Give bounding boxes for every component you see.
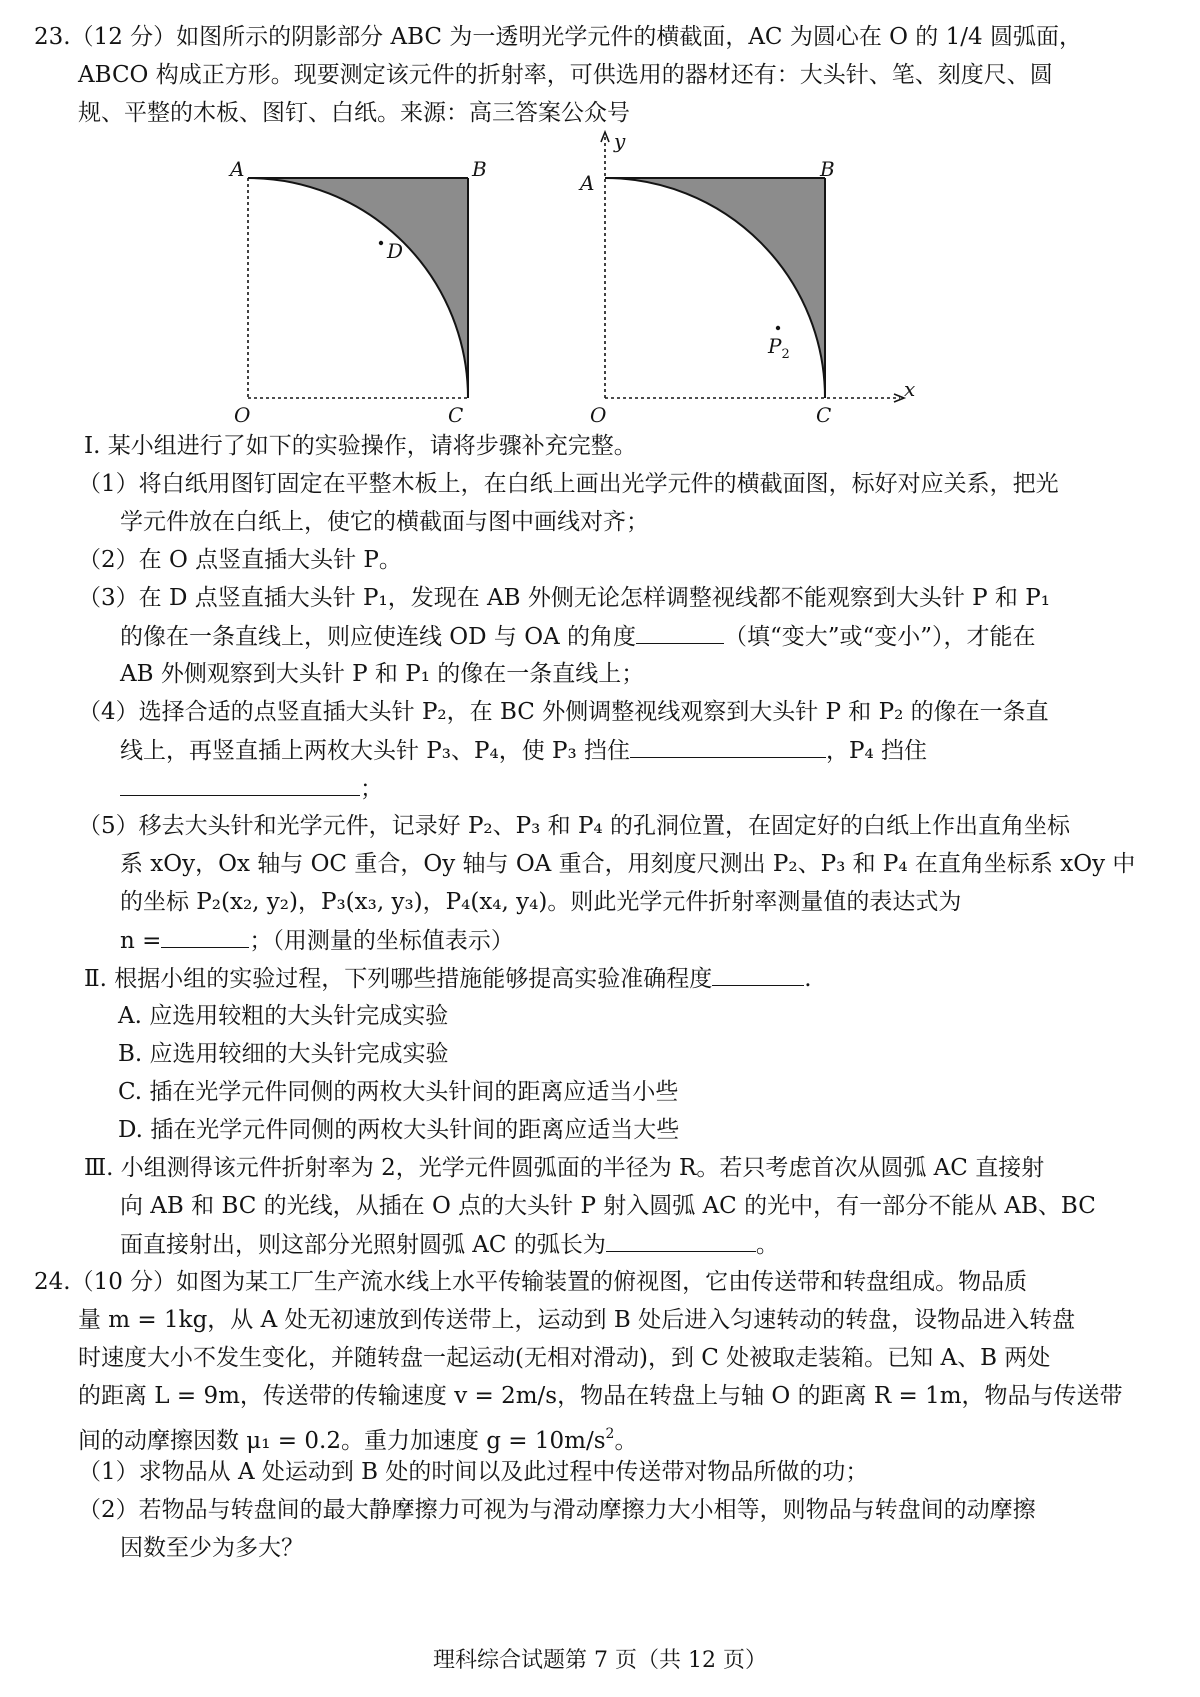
label-x: x	[904, 377, 916, 401]
option-d: D. 插在光学元件同侧的两枚大头针间的距离应适当大些	[118, 1117, 680, 1143]
label-a: A	[230, 157, 245, 181]
q23-line-2: ABCO 构成正方形。现要测定该元件的折射率，可供选用的器材还有：大头针、笔、刻度尺、圆	[78, 62, 1053, 88]
answer-blank-arc-length[interactable]	[606, 1229, 756, 1252]
part3-line-3: 面直接射出，则这部分光照射圆弧 AC 的弧长为 。	[120, 1229, 779, 1260]
option-b: B. 应选用较细的大头针完成实验	[118, 1041, 449, 1067]
step4-line-3: ；	[120, 773, 383, 804]
label-b: B	[820, 157, 835, 181]
q24-line-4: 的距离 L = 9m，传送带的传输速度 v = 2m/s，物品在转盘上与轴 O 的距离 R = 1m，物品与传送带	[78, 1383, 1123, 1409]
q24-subquestion-1: （1）求物品从 A 处运动到 B 处的时间以及此过程中传送带对物品所做的功；	[78, 1459, 869, 1485]
step4-line-2: 线上，再竖直插上两枚大头针 P₃、P₄，使 P₃ 挡住 ，P₄ 挡住	[120, 735, 927, 766]
step1-line-1: （1）将白纸用图钉固定在平整木板上，在白纸上画出光学元件的横截面图，标好对应关系，把光	[78, 471, 1059, 497]
page-footer: 理科综合试题第 7 页（共 12 页）	[433, 1648, 767, 1673]
answer-blank-angle[interactable]	[636, 621, 724, 644]
answer-blank-n[interactable]	[161, 925, 249, 948]
option-c: C. 插在光学元件同侧的两枚大头针间的距离应适当小些	[118, 1079, 679, 1105]
label-b: B	[472, 157, 487, 181]
step5-line-2: 系 xOy，Ox 轴与 OC 重合，Oy 轴与 OA 重合，用刻度尺测出 P₂、P₃ 和 P₄ 在直角坐标系 xOy 中	[120, 851, 1136, 877]
part2-heading: Ⅱ. 根据小组的实验过程，下列哪些措施能够提高实验准确程度 .	[84, 963, 812, 994]
step5-line-4: n = ；（用测量的坐标值表示）	[120, 925, 514, 956]
shaded-region-abc	[248, 178, 468, 398]
label-c: C	[448, 403, 464, 427]
point-d-dot	[379, 241, 383, 245]
label-d: D	[387, 239, 404, 263]
shaded-region-abc	[605, 178, 825, 398]
q24-subquestion-2-line-1: （2）若物品与转盘间的最大静摩擦力可视为与滑动摩擦力大小相等，则物品与转盘间的动摩擦	[78, 1497, 1036, 1523]
part3-line-1: Ⅲ. 小组测得该元件折射率为 2，光学元件圆弧面的半径为 R。若只考虑首次从圆弧 AC 直接射	[84, 1155, 1045, 1181]
label-p2: $P_2$	[768, 334, 790, 362]
step4-line-1: （4）选择合适的点竖直插大头针 P₂，在 BC 外侧调整视线观察到大头针 P 和 P₂ 的像在一条直	[78, 699, 1049, 725]
step3-line-1: （3）在 D 点竖直插大头针 P₁，发现在 AB 外侧无论怎样调整视线都不能观察到大头针 P 和 P₁	[78, 585, 1050, 611]
part1-heading: Ⅰ. 某小组进行了如下的实验操作，请将步骤补充完整。	[84, 433, 637, 459]
step5-line-1: （5）移去大头针和光学元件，记录好 P₂、P₃ 和 P₄ 的孔洞位置，在固定好的白纸上作出直角坐标	[78, 813, 1070, 839]
option-a: A. 应选用较粗的大头针完成实验	[118, 1003, 449, 1029]
answer-blank-p3[interactable]	[630, 735, 826, 758]
answer-blank-measures[interactable]	[712, 963, 804, 986]
step2-line: （2）在 O 点竖直插大头针 P。	[78, 547, 402, 573]
figure-2-coordinate-diagram	[570, 128, 930, 428]
label-o: O	[234, 403, 251, 427]
label-c: C	[816, 403, 832, 427]
figure-1-cross-section	[220, 150, 520, 435]
part3-line-2: 向 AB 和 BC 的光线，从插在 O 点的大头针 P 射入圆弧 AC 的光中，有一部分不能从 AB、BC	[120, 1193, 1096, 1219]
label-y: y	[614, 129, 626, 153]
q24-line-3: 时速度大小不发生变化，并随转盘一起运动(无相对滑动)，到 C 处被取走装箱。已知 A、B 两处	[78, 1345, 1051, 1371]
label-a: A	[580, 171, 595, 195]
step1-line-2: 学元件放在白纸上，使它的横截面与图中画线对齐；	[120, 509, 649, 535]
answer-blank-p4[interactable]	[120, 773, 360, 796]
q24-subquestion-2-line-2: 因数至少为多大？	[120, 1535, 304, 1561]
point-p2-dot	[776, 326, 780, 330]
q23-line-1: 23.（12 分）如图所示的阴影部分 ABC 为一透明光学元件的横截面，AC 为圆心在 O 的 1/4 圆弧面，	[34, 24, 1082, 50]
step3-line-2: 的像在一条直线上，则应使连线 OD 与 OA 的角度 （填“变大”或“变小”），才能在	[120, 621, 1036, 652]
q23-line-3: 规、平整的木板、图钉、白纸。来源：高三答案公众号	[78, 100, 630, 126]
q24-line-2: 量 m = 1kg，从 A 处无初速放到传送带上，运动到 B 处后进入匀速转动的转盘，设物品进入转盘	[78, 1307, 1076, 1333]
q24-line-5: 间的动摩擦因数 μ₁ = 0.2。重力加速度 $g = 10m/s^2$。	[78, 1426, 638, 1454]
step5-line-3: 的坐标 P₂(x₂, y₂)，P₃(x₃, y₃)，P₄(x₄, y₄)。则此光学元件折射率测量值的表达式为	[120, 889, 962, 915]
q24-line-1: 24.（10 分）如图为某工厂生产流水线上水平传输装置的俯视图，它由传送带和转盘组成。物品质	[34, 1269, 1028, 1295]
label-o: O	[590, 403, 607, 427]
step3-line-3: AB 外侧观察到大头针 P 和 P₁ 的像在一条直线上；	[120, 661, 645, 687]
